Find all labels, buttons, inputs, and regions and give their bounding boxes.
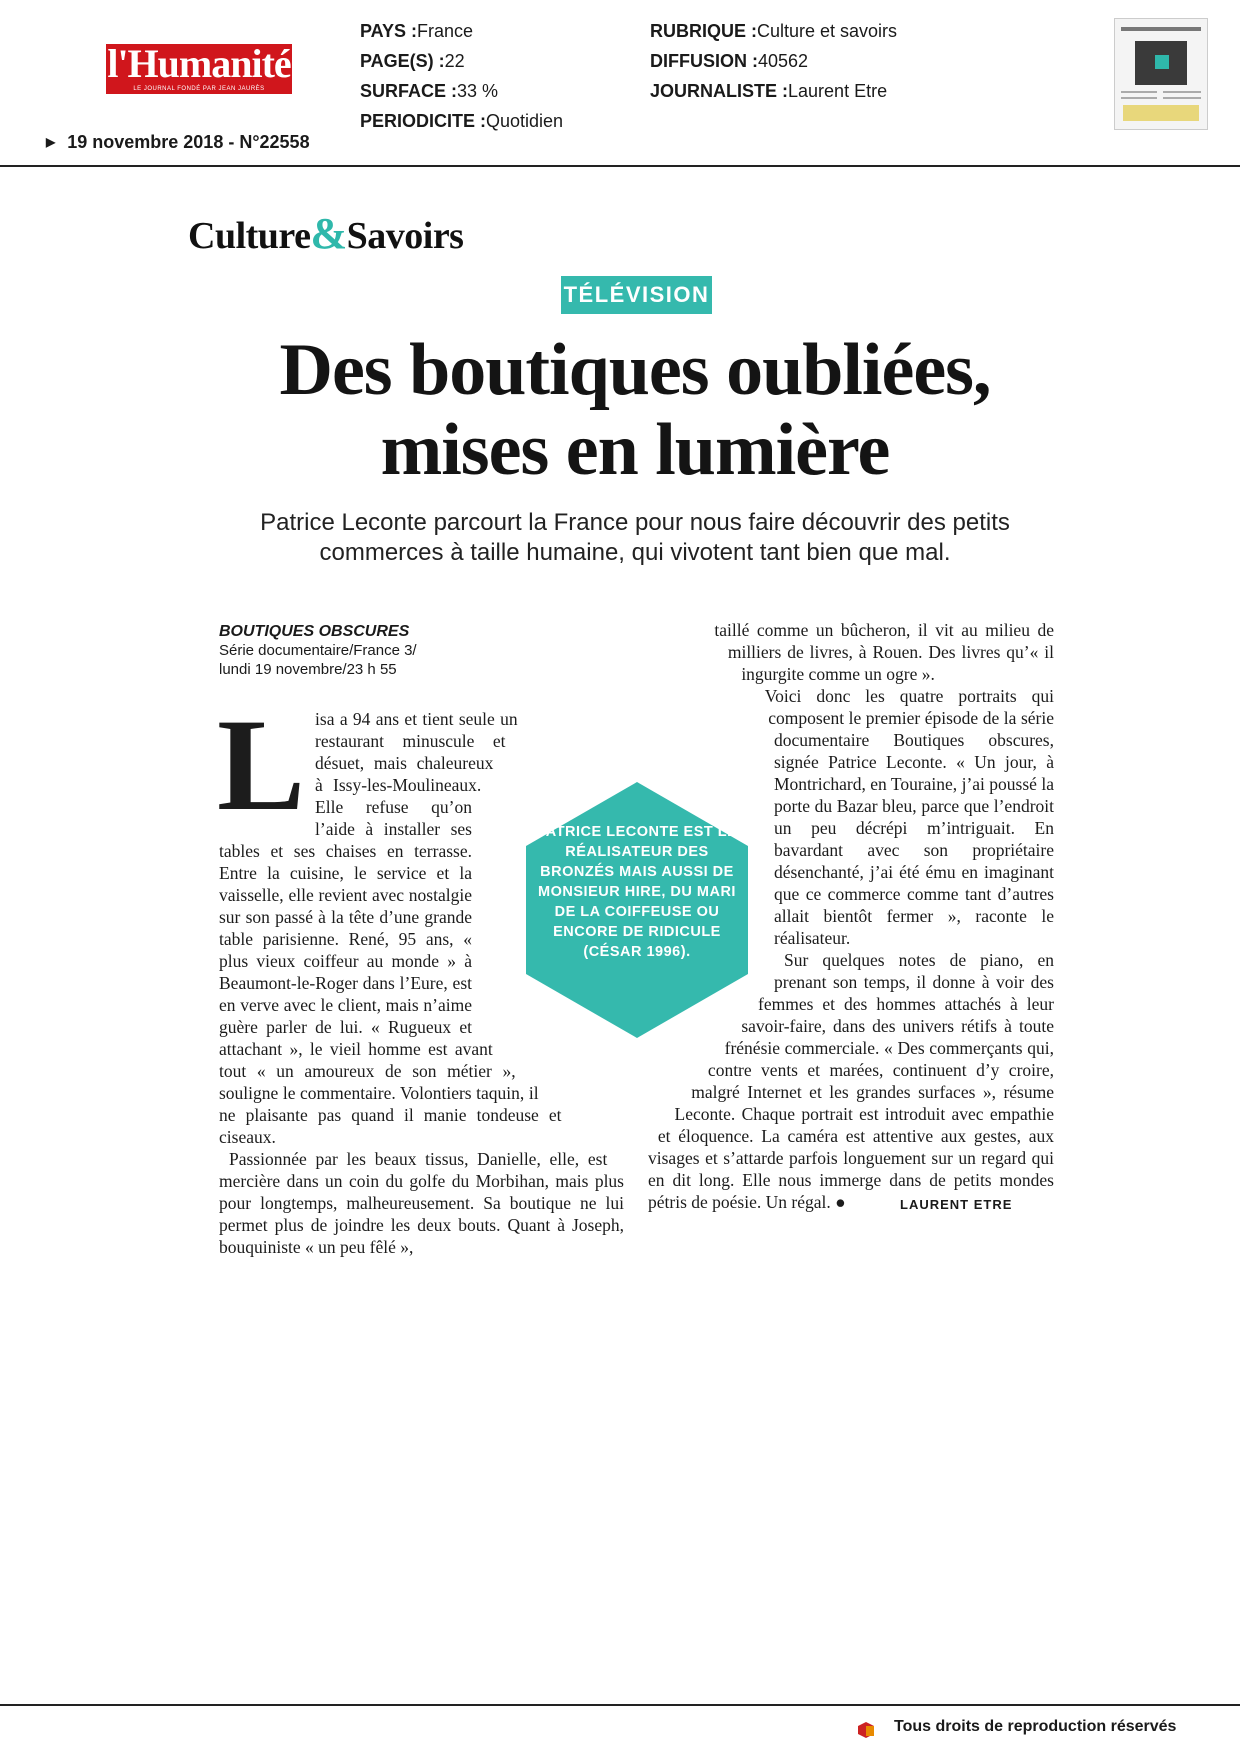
meta-diffusion: DIFFUSION :40562	[650, 51, 809, 71]
paragraph: Passionnée par les beaux tissus, Danielle, elle, est mercière dans un coin du golfe du Morbihan, mais plus pour longtemps, malheureusement. Sa boutique ne lui permet plus de joindre les deux bouts. Quant à Joseph, bouquiniste « un peu fêlé »,	[219, 1149, 624, 1257]
logo-tagline: LE JOURNAL FONDÉ PAR JEAN JAURÈS	[133, 86, 265, 92]
program-schedule: lundi 19 novembre/23 h 55	[219, 661, 397, 678]
section-ampersand: &	[310, 209, 347, 258]
headline-line-1: Des boutiques oubliées,	[279, 329, 991, 411]
issue-date-text: 19 novembre 2018 - N°22558	[67, 132, 310, 152]
thumb-line	[1163, 91, 1201, 93]
issue-date	[46, 132, 310, 153]
meta-pages: PAGE(S) :22	[360, 51, 465, 71]
rubric-tag: TÉLÉVISION	[561, 276, 712, 314]
paragraph: isa a 94 ans et tient seule un restaurant minuscule et désuet, mais chaleureux à Issy-les-Moulineaux. Elle refuse qu’on l’aide à installer ses tables et ses chaises en terrasse. Entre la cuisine, le service et la vaisselle, elle revient avec nostalgie sur son passé à la tête d’une grande table parisienne. René, 95 ans, « plus vieux coiffeur au monde » à Beaumont-le-Roger dans l’Eure, est en verve avec le client, mais n’aime guère parler de lui. « Rugueux et attachant », le vieil homme est avant tout « un amoureux de son métier », souligne le commentaire. Volontiers taquin, il ne plaisante pas quand il manie tondeuse et ciseaux.	[219, 709, 562, 1147]
meta-right	[650, 16, 897, 106]
rights-notice: Tous droits de reproduction réservés	[894, 1718, 1177, 1735]
page-thumbnail[interactable]	[1114, 18, 1208, 130]
program-info	[219, 622, 417, 679]
paragraph: Voici donc les quatre portraits qui composent le premier épisode de la série documentaire Boutiques obscures, signée Patrice Leconte. « Un jour, à Montrichard, en Touraine, j’ai poussé la porte du Bazar bleu, parce que l’endroit un peu décrépi m’intriguait. En bavardant avec son propriétaire désenchanté, j’ai été ému en imaginant que ce commerce comme tant d’autres allait bientôt fermer », raconte le réalisateur.	[764, 686, 1054, 948]
logo-text: l'Humanité	[107, 41, 291, 86]
pullquote-text: PATRICE LECONTE EST LE RÉALISATEUR DES BRONZÉS MAIS AUSSI DE MONSIEUR HIRE, DU MARI DE LA COIFFEUSE OU ENCORE DE RIDICULE (CÉSAR 1996).	[536, 824, 738, 960]
meta-journaliste: JOURNALISTE :Laurent Etre	[650, 81, 888, 101]
meta-periodicite: PERIODICITE :Quotidien	[360, 111, 564, 131]
drop-cap: L	[217, 691, 306, 838]
header-divider	[0, 165, 1240, 167]
article-lead: Patrice Leconte parcourt la France pour nous faire découvrir des petits commerces à taille humaine, qui vivotent tant bien que mal.	[260, 509, 1010, 566]
meta-rubrique: RUBRIQUE :Culture et savoirs	[650, 21, 898, 41]
program-title: BOUTIQUES OBSCURES	[219, 623, 410, 640]
humanite-logo	[106, 41, 292, 94]
thumb-footer-strip	[1123, 105, 1199, 121]
section-title: Culture&Savoirs	[188, 209, 464, 258]
kantar-accent-icon	[866, 1726, 874, 1736]
headline-line-2: mises en lumière	[380, 409, 890, 491]
paragraph: Sur quelques notes de piano, en prenant son temps, il donne à voir des femmes et des hommes attachés à leur savoir-faire, dans des univers rétifs à toute frénésie commerciale. « Des commerçants qui, contre vents et marées, continuent d’y croire, malgré Internet et les grandes surfaces », résume Leconte. Chaque portrait est introduit avec empathie et éloquence. La caméra est attentive aux gestes, aux visages et s’attarde parfois longuement sur un regard qui en dit long. Elle nous immerge dans de petits mondes pétris de poésie. Un régal. ●	[648, 950, 1054, 1212]
paragraph: taillé comme un bûcheron, il vit au milieu de milliers de livres, à Rouen. Des livres qu’« il ingurgite comme un ogre ».	[714, 620, 1054, 684]
meta-left	[360, 16, 563, 136]
triangle-bullet-icon: ▶	[46, 135, 56, 149]
thumb-line	[1121, 91, 1157, 93]
thumb-hexagon	[1155, 55, 1169, 69]
author-signature: LAURENT ETRE	[900, 1197, 1013, 1212]
thumb-header	[1121, 27, 1201, 31]
article-headline	[150, 330, 1120, 490]
thumb-line	[1121, 97, 1157, 99]
thumb-line	[1163, 97, 1201, 99]
meta-surface: SURFACE :33 %	[360, 81, 499, 101]
program-channel: Série documentaire/France 3/	[219, 642, 417, 659]
footer-divider	[0, 1704, 1240, 1706]
meta-pays: PAYS :France	[360, 21, 474, 41]
